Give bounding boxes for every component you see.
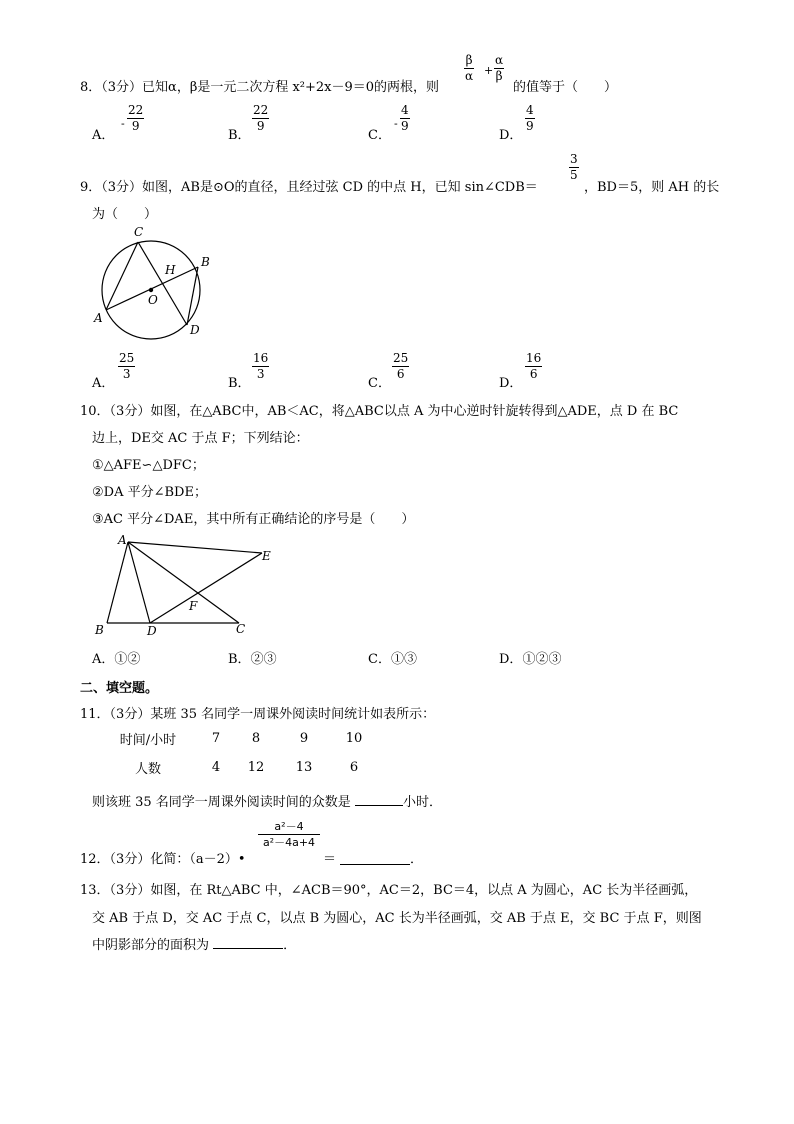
q8-stem: 8．（3分）已知α，β是一元二次方程 x²+2x－9＝0的两根，则 [80, 80, 440, 95]
q9-stem-tail: ，BD＝5，则 AH 的长 [584, 180, 720, 195]
q9-option-b-fraction: 16 3 [253, 351, 269, 381]
q10-option-c[interactable]: C．①③ [368, 652, 417, 667]
q9-option-a-fraction: 25 3 [119, 351, 135, 381]
table-cell: 12 [247, 760, 265, 775]
q11-question: 则该班 35 名同学一周课外阅读时间的众数是 小时． [92, 795, 442, 810]
q10-option-d[interactable]: D．①②③ [499, 652, 562, 667]
q10-option-b[interactable]: B．②③ [228, 652, 277, 667]
q9-stem-line2: 为（ ） [92, 207, 158, 222]
q10-triangle-figure [88, 530, 288, 640]
q9-option-a-label[interactable]: A． [92, 376, 115, 391]
q8-option-d-label[interactable]: D． [499, 128, 523, 143]
q10-segment-ac [128, 542, 239, 623]
q9-option-c-fraction: 25 6 [393, 351, 409, 381]
q8-option-c-sign: - [394, 117, 398, 130]
table-cell: 时间/小时 [119, 733, 177, 748]
q8-option-b-fraction: 22 9 [253, 103, 269, 133]
table-cell: 6 [349, 760, 359, 775]
q9-option-d-fraction: 16 6 [526, 351, 542, 381]
q8-option-a-sign: - [121, 117, 125, 130]
q8-option-a-fraction: 22 9 [128, 103, 144, 133]
q8-fraction-alpha-over-beta: α β [495, 53, 504, 83]
q13-answer-blank[interactable] [213, 948, 283, 949]
q10-segment-ae [128, 542, 262, 553]
q9-center-dot [149, 288, 153, 292]
q9-label-a: A [94, 311, 103, 325]
q13-stem-line3: 中阴影部分的面积为 ． [92, 938, 297, 953]
q13-stem-line2: 交 AB 于点 D，交 AC 于点 C，以点 B 为圆心，AC 长为半径画弧，交 AB 于点 E，交 BC 于点 F，则图 [92, 911, 702, 926]
q9-option-c-label[interactable]: C． [368, 376, 391, 391]
table-row [100, 724, 376, 753]
q11-answer-blank[interactable] [355, 805, 403, 806]
table-cell: 7 [211, 731, 221, 746]
table-cell: 13 [295, 760, 313, 775]
q10-conclusion-3: ③AC 平分∠DAE，其中所有正确结论的序号是（ ） [92, 512, 415, 527]
q11-reading-time-table [100, 724, 376, 782]
table-cell: 人数 [134, 762, 161, 777]
q10-stem-line2: 边上，DE交 AC 于点 F；下列结论： [92, 431, 309, 446]
q8-stem-tail: 的值等于（ ） [513, 80, 618, 95]
q12-answer-blank[interactable] [340, 850, 410, 865]
q9-option-d-label[interactable]: D． [499, 376, 523, 391]
q10-stem-line1: 10．（3分）如图，在△ABC中，AB＜AC，将△ABC以点 A 为中心逆时针旋转得到△ADE，点 D 在 BC [80, 404, 679, 419]
q10-label-e: E [262, 549, 271, 563]
q12-end: ． [410, 852, 424, 867]
q10-label-c: C [236, 622, 246, 636]
q10-label-d: D [147, 624, 157, 638]
q9-label-c: C [134, 225, 144, 239]
table-cell: 8 [251, 731, 261, 746]
q9-chord-cd [138, 242, 187, 325]
q8-option-c-label[interactable]: C． [368, 128, 391, 143]
q12-stem: 12．（3分）化简：（a－2）• [80, 852, 246, 867]
q9-sin-fraction: 3 5 [570, 152, 578, 182]
q8-option-b-label[interactable]: B． [228, 128, 251, 143]
table-cell: 9 [299, 731, 309, 746]
q8-fraction-beta-over-alpha: β α [465, 53, 474, 83]
q10-label-b: B [95, 623, 104, 637]
q10-conclusion-2: ②DA 平分∠BDE； [92, 485, 207, 500]
q12-equals: ＝ [323, 852, 337, 867]
q10-segment-ab [107, 542, 128, 623]
section-heading-fill-in: 二、填空题。 [80, 681, 159, 696]
q10-segment-ad [128, 542, 150, 623]
q12-fraction: a²－4 a²－4a+4 [258, 820, 320, 849]
q11-stem: 11．（3分）某班 35 名同学一周课外阅读时间统计如表所示： [80, 707, 436, 722]
q8-option-d-fraction: 4 9 [526, 103, 534, 133]
q9-chord-ac [106, 242, 138, 310]
q9-option-b-label[interactable]: B． [228, 376, 251, 391]
q10-option-a[interactable]: A．①② [92, 652, 141, 667]
q8-option-c-fraction: 4 9 [401, 103, 409, 133]
q9-stem: 9．（3分）如图，AB是⊙O的直径，且经过弦 CD 的中点 H，已知 sin∠CDB＝ [80, 180, 538, 195]
q9-label-d: D [190, 323, 200, 337]
q10-label-f: F [189, 599, 198, 613]
q10-label-a: A [118, 533, 127, 547]
q9-label-o: O [148, 293, 158, 307]
table-cell: 10 [345, 731, 363, 746]
table-row [100, 753, 376, 782]
q9-label-h: H [165, 263, 176, 277]
table-cell: 4 [211, 760, 221, 775]
q9-circle-figure [90, 222, 220, 342]
q10-segment-de [150, 553, 262, 623]
q13-stem-line1: 13．（3分）如图，在 Rt△ABC 中，∠ACB＝90°，AC＝2，BC＝4，以点 A 为圆心，AC 长为半径画弧， [80, 883, 698, 898]
q10-conclusion-1: ①△AFE∽△DFC； [92, 458, 205, 473]
q8-option-a-label[interactable]: A． [92, 128, 115, 143]
q9-label-b: B [201, 255, 210, 269]
q8-plus: + [484, 64, 494, 77]
